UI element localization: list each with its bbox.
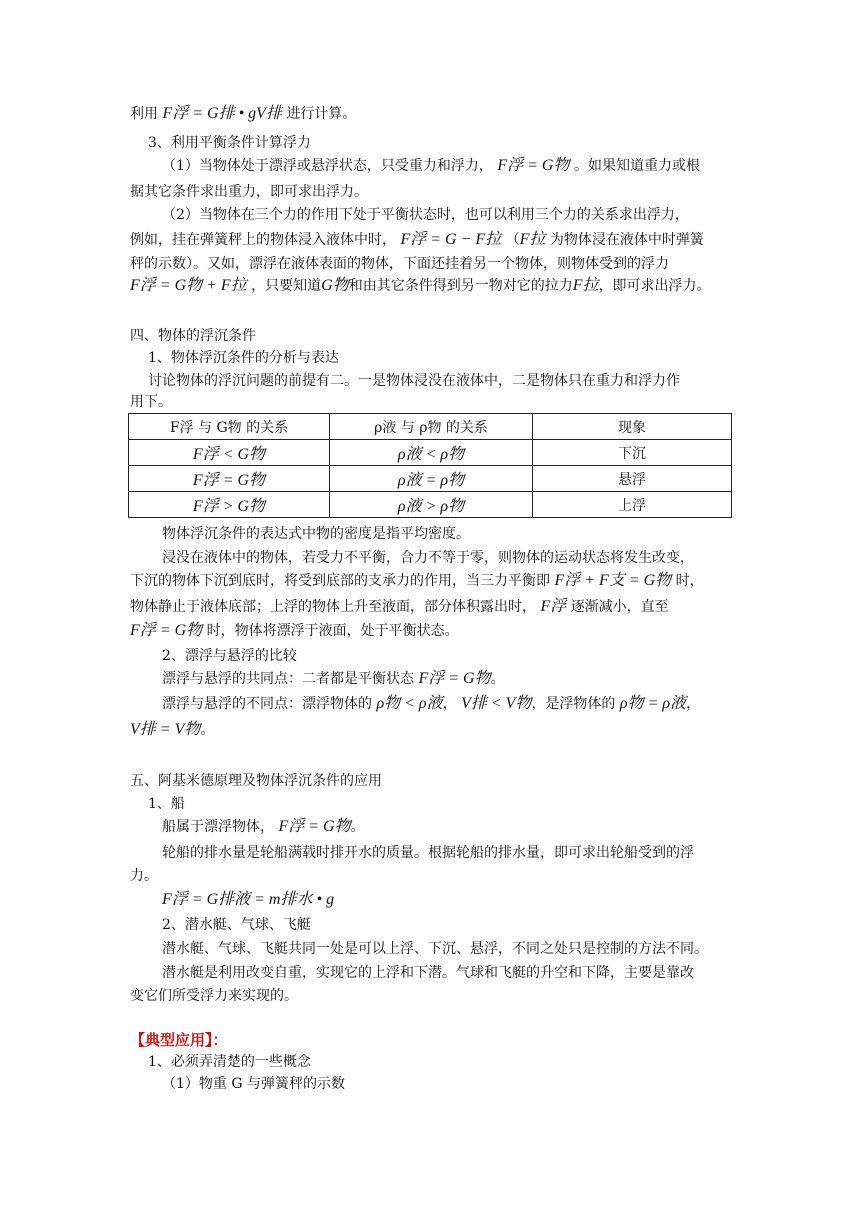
section-heading: 1、物体浮沉条件的分析与表达 xyxy=(148,350,339,366)
table-cell: F浮 < G物 xyxy=(129,440,330,466)
text-line: （1）物重 G 与弹簧秤的示数 xyxy=(162,1076,345,1092)
section-heading: 1、必须弄清楚的一些概念 xyxy=(148,1054,311,1070)
section-heading: 1、船 xyxy=(148,796,185,812)
text-line: V排 = V物。 xyxy=(130,721,215,738)
table-cell: F浮 = G物 xyxy=(129,466,330,492)
formula-line xyxy=(162,890,762,910)
text-line: 物体静止于液体底部；上浮的物体上升至液面，部分体积露出时， F浮 逐渐减小，直至 xyxy=(130,598,669,615)
table-cell: ρ液 > ρ物 xyxy=(330,492,533,518)
formula: F浮 = G物 xyxy=(278,818,351,835)
formula: V排 = V物 xyxy=(130,721,201,738)
text-line: 下沉的物体下沉到底时，将受到底部的支承力的作用，当三力平衡即 F浮 + F支 = G物 时， xyxy=(130,572,704,589)
text-line: 漂浮与悬浮的共同点：二者都是平衡状态 F浮 = G物。 xyxy=(162,670,505,687)
float-sink-table xyxy=(128,413,732,518)
formula: F浮 = G − F拉 xyxy=(400,231,502,248)
formula: F浮 = G物 xyxy=(418,670,491,687)
text-line: F浮 = G物 + F拉 ，只要知道G物和由其它条件得到另一物对它的拉力F拉，即可求出浮力。 xyxy=(130,277,711,294)
table-header: ρ液 与 ρ物 的关系 xyxy=(330,414,533,440)
formula: F浮 = G排 • gV排 xyxy=(162,105,282,122)
text-line: 物体浮沉条件的表达式中物的密度是指平均密度。 xyxy=(162,526,470,542)
text-line: 据其它条件求出重力，即可求出浮力。 xyxy=(130,184,368,200)
text-line: 例如，挂在弹簧秤上的物体浸入液体中时， F浮 = G − F拉 （F拉 为物体浸在液体中时弹簧 xyxy=(130,231,704,248)
table-cell: 下沉 xyxy=(533,440,732,466)
table-row xyxy=(129,466,732,492)
table-row xyxy=(129,492,732,518)
typical-title: 【典型应用】： xyxy=(130,1031,228,1049)
table-row xyxy=(129,440,732,466)
table-header: 现象 xyxy=(533,414,732,440)
text-line: F浮 = G物 时，物体将漂浮于液面，处于平衡状态。 xyxy=(130,622,459,639)
text-line: 用下。 xyxy=(130,394,172,410)
table-header: F浮 与 G物 的关系 xyxy=(129,414,330,440)
text-line: 潜水艇、气球、飞艇共同一处是可以上浮、下沉、悬浮，不同之处只是控制的方法不同。 xyxy=(162,941,708,957)
formula: F浮 = G物 xyxy=(130,622,203,639)
text-line: 讨论物体的浮沉问题的前提有二。一是物体浸没在液体中，二是物体只在重力和浮力作 xyxy=(148,373,680,389)
text-line: 浸没在液体中的物体，若受力不平衡，合力不等于零，则物体的运动状态将发生改变， xyxy=(162,550,694,566)
formula: V排 < V物 xyxy=(461,695,532,712)
table-cell: 上浮 xyxy=(533,492,732,518)
table-cell: ρ液 < ρ物 xyxy=(330,440,533,466)
text-line: 力。 xyxy=(130,868,158,884)
section-title: 四、物体的浮沉条件 xyxy=(130,328,256,344)
table-header-row xyxy=(129,414,732,440)
formula: F浮 = G排液 = m排水 • g xyxy=(162,891,335,908)
formula: ρ物 < ρ液 xyxy=(376,695,443,712)
text-line: 轮船的排水量是轮船满载时排开水的质量。根据轮船的排水量，即可求出轮船受到的浮 xyxy=(162,845,694,861)
formula: F浮 = G物 + F拉 xyxy=(130,277,247,294)
text-line: 船属于漂浮物体， F浮 = G物。 xyxy=(162,818,365,835)
text-line: 利用 F浮 = G排 • gV排 进行计算。 xyxy=(130,105,357,122)
text-line: （2）当物体在三个力的作用下处于平衡状态时，也可以利用三个力的关系求出浮力， xyxy=(162,207,689,223)
text-line: 漂浮与悬浮的不同点：漂浮物体的 ρ物 < ρ液， V排 < V物，是浮物体的 ρ物 = ρ液， xyxy=(162,695,701,712)
section-heading: 2、潜水艇、气球、飞艇 xyxy=(162,917,311,933)
text-line: 秤的示数）。又如，漂浮在液体表面的物体，下面还挂着另一个物体，则物体受到的浮力 xyxy=(130,256,669,272)
section-heading: 2、漂浮与悬浮的比较 xyxy=(162,648,297,664)
table-cell: ρ液 = ρ物 xyxy=(330,466,533,492)
text-line: 变它们所受浮力来实现的。 xyxy=(130,988,298,1004)
text-line: 潜水艇是利用改变自重，实现它的上浮和下潜。气球和飞艇的升空和下降，主要是靠改 xyxy=(162,965,694,981)
text-line: （1）当物体处于漂浮或悬浮状态，只受重力和浮力， F浮 = G物 。如果知道重力或根 xyxy=(162,157,700,174)
table-cell: F浮 > G物 xyxy=(129,492,330,518)
formula: F浮 + F支 = G物 xyxy=(554,572,672,589)
formula: F浮 = G物 xyxy=(497,157,570,174)
section-title: 五、阿基米德原理及物体浮沉条件的应用 xyxy=(130,773,382,789)
section-heading: 3、利用平衡条件计算浮力 xyxy=(148,135,311,151)
table-cell: 悬浮 xyxy=(533,466,732,492)
formula: ρ物 = ρ液 xyxy=(619,695,687,712)
